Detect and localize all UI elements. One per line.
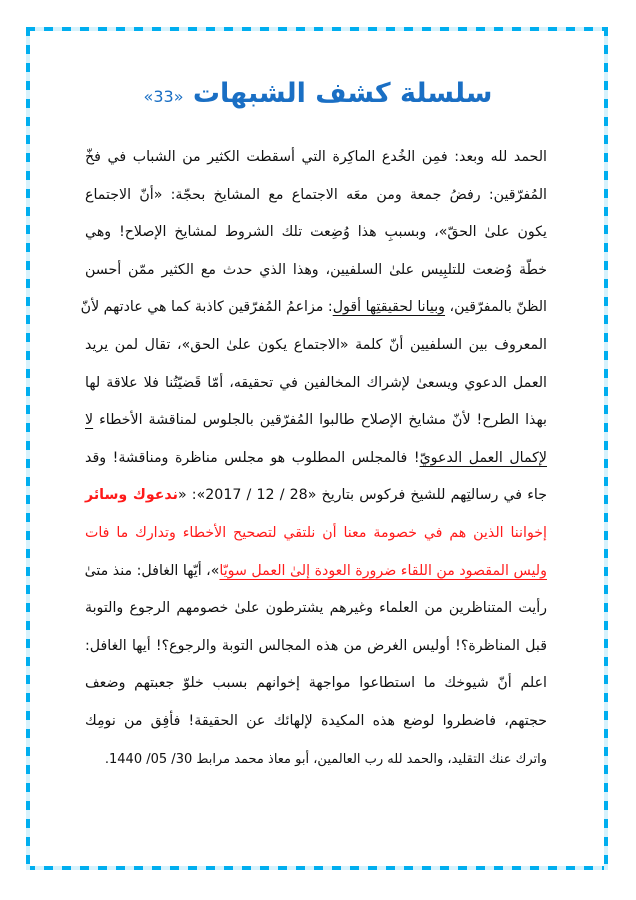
quoted-text: ندعوك وسائر xyxy=(85,487,178,504)
text-segment: جاء في رسالتِهم للشيخ فركوس بتاريخ «28 / 12 / 2017»: « xyxy=(177,487,547,504)
border-left xyxy=(26,27,30,870)
text-line xyxy=(85,365,547,403)
text-line xyxy=(85,402,547,440)
series-number: «33» xyxy=(143,87,184,106)
text-segment: الحمد لله وبعد: فمِن الخُدع الماكِرة التي أسقطت الكثير من الشباب في فخّ xyxy=(85,149,547,165)
text-segment: الظنّ بالمفرّقين، xyxy=(445,299,547,316)
text-segment: بهذا الطرح! لأنّ مشايخ الإصلاح طالبوا المُفرّقين بالجلوس لمناقشة الأخطاء xyxy=(93,412,547,429)
text-line xyxy=(85,252,547,290)
text-segment: قبل المناظرة؟! أوليس الغرض من هذه المجالس التوبة والرجوع؟! أيها الغافل: xyxy=(85,637,547,654)
quoted-text: إخواننا الذين هم في خصومة معنا أن نلتقي لتصحيح الأخطاء وتدارك ما فات xyxy=(85,524,547,541)
text-line xyxy=(85,440,547,478)
series-title: سلسلة كشف الشبهات xyxy=(192,78,493,109)
text-segment: اعلم أنّ شيوخك ما استطاعوا مواجهة إخوانهم بسبب خلوّ جعبتهم وضعف xyxy=(85,675,547,692)
text-line xyxy=(85,628,547,666)
text-segment: خطّة وُضعت للتلبِيس علىٰ السلفيين، وهذا الذي حدث مع الكثير ممّن أحسن xyxy=(85,261,547,278)
text-segment: وبيانا لحقيقتِها أقول xyxy=(332,299,446,316)
text-segment: المُفرّقين: رفضُ جمعة ومن معَه الاجتماع مع المشايخ بحجّة: «أنّ الاجتماع xyxy=(85,186,547,203)
text-segment: رأيت المتناظرين من العلماء وغيرهم يشترطون علىٰ خصومهم الرجوع والتوبة xyxy=(85,600,547,617)
text-line xyxy=(80,289,547,327)
text-line xyxy=(85,553,547,591)
text-line xyxy=(85,703,547,741)
border-top xyxy=(26,27,608,31)
text-segment: : مزاعمُ المُفرّقين كاذبة كما هي عادتهم لأنّ xyxy=(80,299,333,316)
text-segment: المعروف بين السلفيين أنّ كلمة «الاجتماع يكون علىٰ الحق»، تقال لمن يريد xyxy=(85,336,547,353)
text-segment: واترك عنك التقليد، والحمد لله رب العالمين، أبو معاذ محمد مرابط 30/ 05/ 1440. xyxy=(104,751,547,767)
article-body xyxy=(80,139,548,778)
text-line xyxy=(85,590,547,628)
text-segment: العمل الدعوي ويسعىٰ لإشراك المخالفين في تحقيقه، أمّا قَضيّتُنا فلا علاقة لها xyxy=(85,374,547,391)
text-segment: ! فالمجلس المطلوب هو مجلس مناظرة ومناقشة! وقد xyxy=(85,449,420,466)
page-title xyxy=(0,78,636,109)
text-line xyxy=(85,327,547,365)
border-right xyxy=(604,27,608,870)
text-segment: لا xyxy=(85,412,94,429)
border-bottom xyxy=(26,866,608,870)
text-segment: يكون علىٰ الحقّ»، وبسببِ هذا وُضِعت تلك الشروط لمشايخ الإصلاح! وهي xyxy=(85,224,547,241)
text-line xyxy=(85,515,547,553)
text-line xyxy=(85,665,547,703)
text-segment: »، أيّها الغافل: منذ متىٰ xyxy=(84,562,220,579)
text-line xyxy=(85,139,547,177)
text-segment: حجتهم، فاضطروا لوضع هذه المكيدة لإلهائك عن الحقيقة! فأفِق من نومِك xyxy=(85,712,547,729)
text-line xyxy=(85,741,547,779)
text-line xyxy=(85,477,547,515)
text-line xyxy=(85,177,547,215)
text-line xyxy=(85,214,547,252)
text-segment: لإكمال العمل الدعويّ xyxy=(419,449,548,466)
quoted-text: وليس المقصود من اللقاء ضرورة العودة إلىٰ العمل سويّا xyxy=(219,562,547,579)
